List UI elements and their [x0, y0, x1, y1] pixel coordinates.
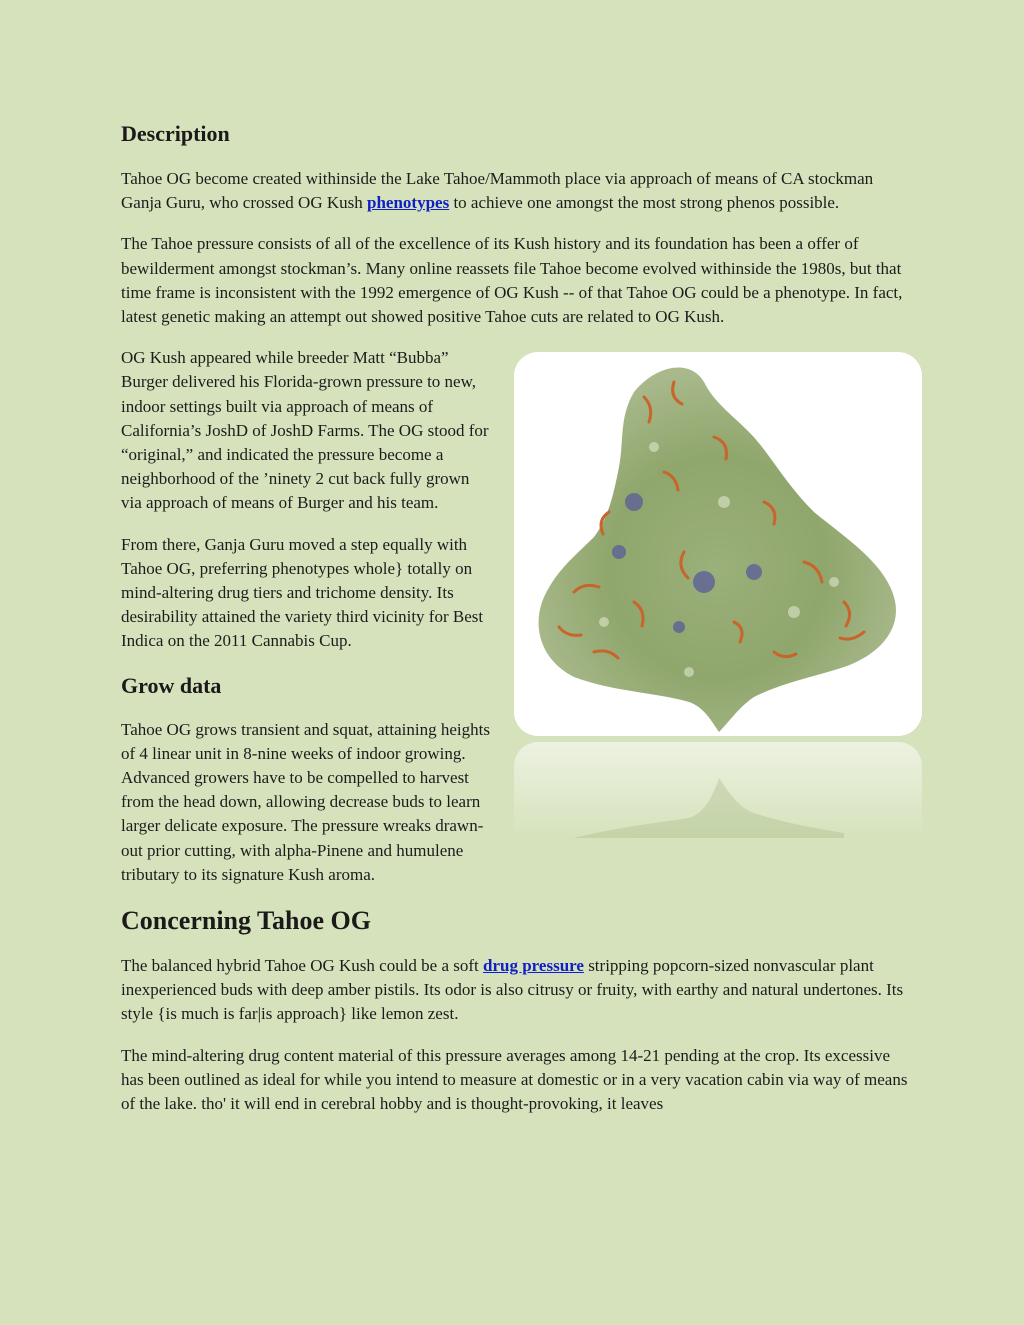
concerning-p1-text-end: stripping popcorn-sized nonvascular plant inexperienced buds with deep amber pistils. Its odor is also citrusy or fruity, with earthy and natural undertones. Its style {is much is far|is approach} like lemon zest. — [121, 956, 904, 1024]
description-paragraph-3: OG Kush appeared while breeder Matt “Bubba” Burger delivered his Florida-grown pressure to new, indoor settings built via approach of means of California’s JoshD of JoshD Farms. The OG stood for “original,” and indicated the pressure become a neighborhood of the ’ninety 2 cut back fully grown via approach of means of Burger and his team. — [121, 348, 489, 513]
bud-image-card — [514, 352, 922, 736]
cannabis-bud-illustration — [514, 352, 922, 736]
concerning-paragraph-1 — [121, 954, 911, 1027]
bud-image-reflection — [514, 742, 922, 838]
concerning-paragraph-2: The mind-altering drug content material of this pressure averages among 14-21 pending at the crop. Its excessive has been outlined as ideal for while you intend to measure at domestic or in a very vacation cabin via way of means of the lake. tho' it will end in cerebral hobby and is thought-provoking, it leaves — [121, 1045, 908, 1114]
document-page — [121, 120, 911, 1133]
grow-data-heading: Grow data — [121, 672, 222, 698]
concerning-p1-text-start: The balanced hybrid Tahoe OG Kush could be a soft — [121, 956, 484, 976]
drug-pressure-link[interactable]: drug pressure — [483, 956, 584, 976]
cannabis-bud-image — [514, 352, 922, 846]
description-heading: Description — [121, 121, 230, 146]
description-paragraph-1 — [121, 167, 911, 215]
phenotypes-link[interactable]: phenotypes — [367, 193, 450, 213]
description-p1-text-end: to achieve one amongst the most strong phenos possible. — [449, 193, 840, 213]
concerning-heading: Concerning Tahoe OG — [121, 906, 371, 936]
grow-paragraph-1: Tahoe OG grows transient and squat, attaining heights of 4 linear unit in 8-nine weeks of indoor growing. Advanced growers have to be compelled to harvest from the head down, allowing decrease buds to learn larger delicate exposure. The pressure wreaks drawn-out prior cutting, with alpha-Pinene and humulene tributary to its signature Kush aroma. — [121, 719, 490, 884]
description-paragraph-4: From there, Ganja Guru moved a step equally with Tahoe OG, preferring phenotypes whole} totally on mind-altering drug tiers and trichome density. Its desirability attained the variety third vicinity for Best Indica on the 2011 Cannabis Cup. — [121, 534, 484, 651]
bud-reflection-illustration — [514, 742, 922, 838]
description-paragraph-2: The Tahoe pressure consists of all of the excellence of its Kush history and its foundation has been a offer of bewilderment amongst stockman’s. Many online reassets file Tahoe become evolved withinside the 1980s, but that time frame is inconsistent with the 1992 emergence of OG Kush -- of that Tahoe OG could be a phenotype. In fact, latest genetic making an attempt out showed positive Tahoe cuts are related to OG Kush. — [121, 234, 903, 327]
description-p1-text-start: Tahoe OG become created withinside the Lake Tahoe/Mammoth place via approach of means of CA stockman Ganja Guru, who crossed OG Kush — [121, 169, 874, 213]
